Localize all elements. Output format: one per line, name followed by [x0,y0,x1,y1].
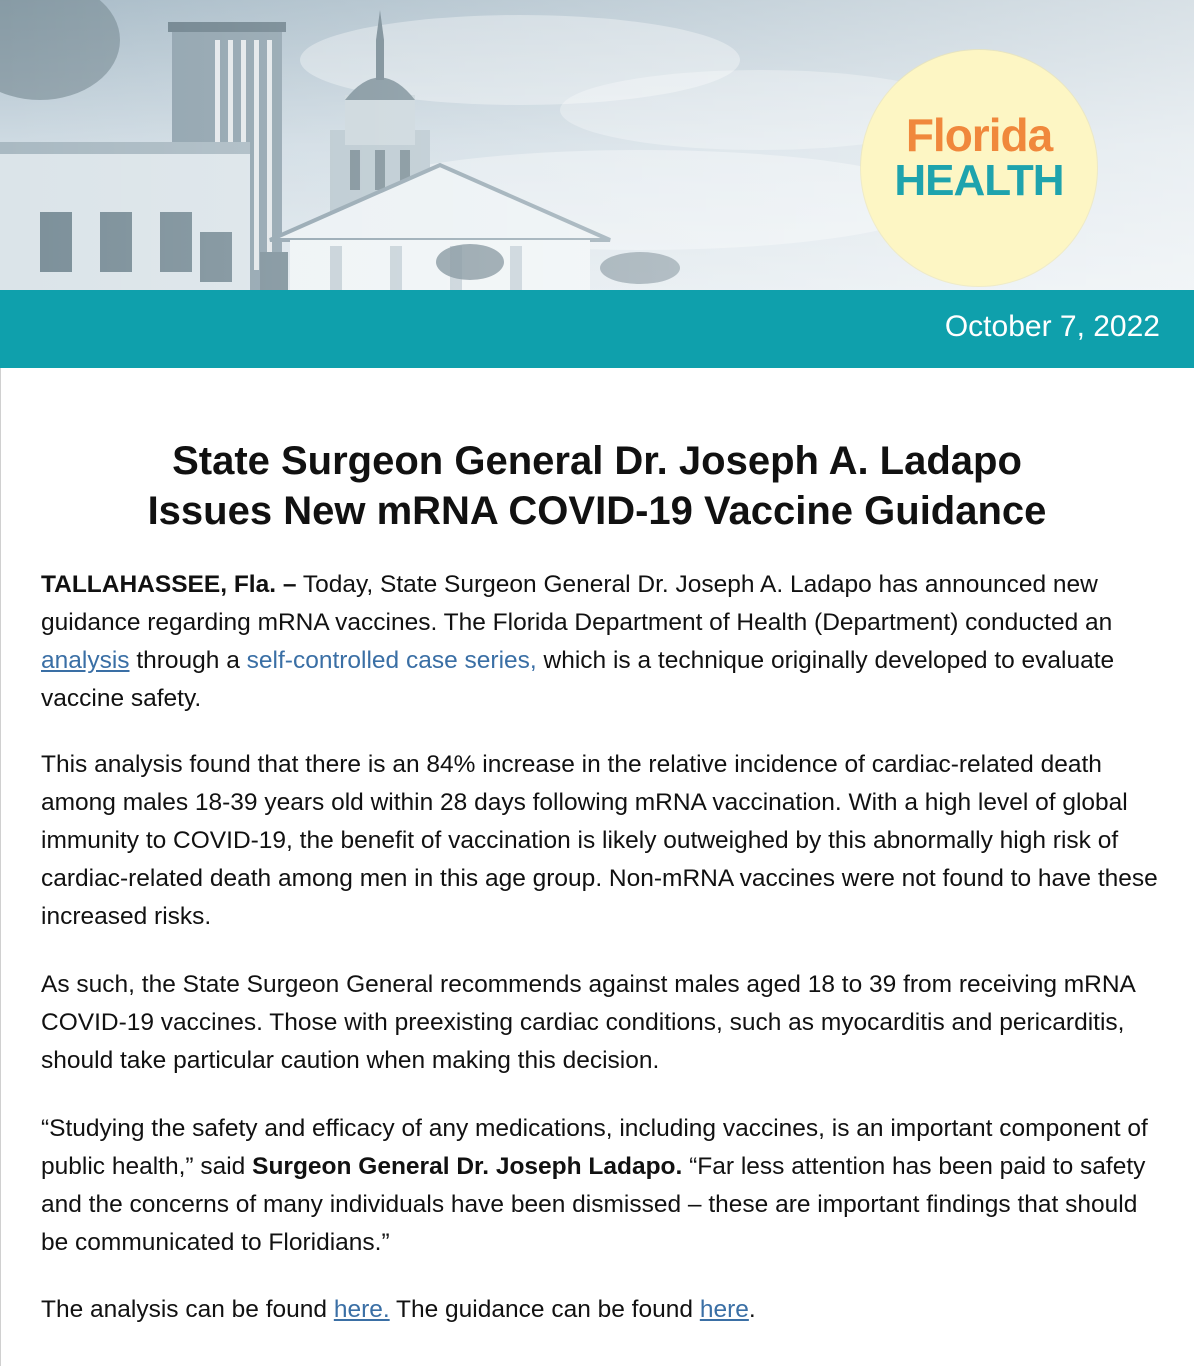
links-text-3: . [748,1296,756,1323]
headline-line-2: Issues New mRNA COVID-19 Vaccine Guidance [147,489,1047,533]
release-date: October 7, 2022 [944,310,1160,343]
paragraph-quote [41,1110,1161,1262]
headline-line-1: State Surgeon General Dr. Joseph A. Ladapo [172,439,1022,483]
paragraph-recommendation: As such, the State Surgeon General recommends against males aged 18 to 39 from receiving mRNA COVID-19 vaccines. Those with preexisting cardiac conditions, such as myocarditis and pericarditis, should take particular caution when making this decision. [41,971,1135,1074]
logo-health-text: HEALTH [894,156,1064,205]
paragraph-links [41,1291,1161,1329]
quote-text-1: “Studying the safety and efficacy of any medications, including vaccines, is an important component of public health,” said [41,1115,1148,1180]
guidance-here-link[interactable]: here [699,1296,749,1323]
links-text-2: The guidance can be found [389,1296,700,1323]
logo-florida-text: Florida [905,109,1053,161]
dateline: TALLAHASSEE, Fla. – [41,571,297,598]
links-text-1: The analysis can be found [41,1296,334,1323]
header-banner [0,0,1194,292]
date-bar [0,290,1194,368]
intro-text-2: through a [129,647,247,674]
intro-text-1: Today, State Surgeon General Dr. Joseph A. Ladapo has announced new guidance regarding mRNA vaccines. The Florida Department of Health (Department) conducted an [41,571,1113,636]
florida-health-logo [861,50,1097,286]
paragraph-intro [41,566,1161,718]
intro-text-3: which is a technique originally developed to evaluate vaccine safety. [41,647,1115,712]
self-controlled-case-series-link[interactable]: self-controlled case series, [246,647,537,674]
paragraph-findings: This analysis found that there is an 84% increase in the relative incidence of cardiac-related death among males 18-39 years old within 28 days following mRNA vaccination. With a high level of global immunity to COVID-19, the benefit of vaccination is likely outweighed by this abnormally high risk of cardiac-related death among men in this age group. Non-mRNA vaccines were not found to have these increased risks. [41,751,1158,930]
headline [30,436,1164,536]
quote-text-2: “Far less attention has been paid to safety and the concerns of many individuals have been dismissed – these are important findings that should be communicated to Floridians.” [41,1153,1146,1256]
analysis-link[interactable]: analysis [41,647,130,674]
quote-attribution: Surgeon General Dr. Joseph Ladapo. [252,1153,683,1180]
content-left-border [0,368,1,1366]
analysis-here-link[interactable]: here. [333,1296,390,1323]
